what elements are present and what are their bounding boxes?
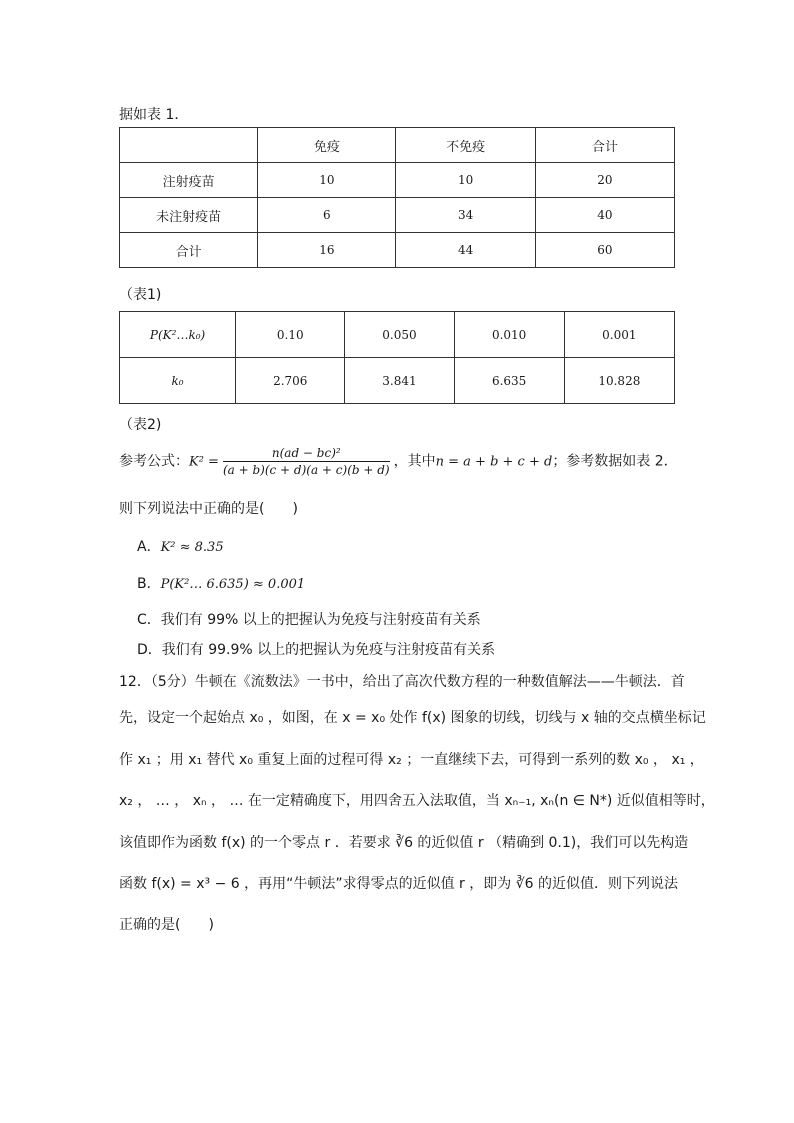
table-1-cell: 6 [258,198,396,233]
table-2-caption: （表2) [119,417,162,433]
table-1-cell: 注射疫苗 [120,163,258,198]
formula-denominator: (a + b)(c + d)(a + c)(b + d) [222,463,390,477]
option-a-label: A． [137,539,161,555]
formula-fraction [223,446,390,477]
question-12-line-4: x₂ ， … ， xₙ ， … 在一定精确度下，用四舍五入法取值，当 xₙ₋₁, xₙ(n ∈ N*) 近似值相等时， [119,793,715,809]
table-1-row [120,163,675,198]
formula-prefix: 参考公式： [119,453,189,470]
table-2-cell: 3.841 [345,358,454,404]
question-12-line-3: 作 x₁ ；用 x₁ 替代 x₀ 重复上面的过程可得 x₂ ；一直继续下去，可得到一系列的数 x₀ ， x₁ ， [119,752,704,768]
question-12-line-2: 先，设定一个起始点 x₀ ，如图，在 x = x₀ 处作 f(x) 图象的切线，切线与 x 轴的交点横坐标记 [119,710,706,726]
formula-lhs: K² = [189,454,219,470]
table-1-cell: 40 [535,198,674,233]
table-2-cell: 0.001 [564,312,674,358]
question-12-line-6: 函数 f(x) = x³ − 6 ，再用“牛顿法”求得零点的近似值 r ，即为 ∛6 的近似值．则下列说法 [119,876,678,892]
formula-suffix: ；参考数据如表 2． [552,453,678,470]
table-1-cell: 10 [258,163,396,198]
option-b [137,573,305,593]
question-12-line-5: 该值即作为函数 f(x) 的一个零点 r ．若要求 ∛6 的近似值 r （精确到 0.1)，我们可以先构造 [119,835,689,851]
table-1-cell: 20 [535,163,674,198]
table-1-header-cell: 不免疫 [396,128,535,163]
table-2-row-label: k₀ [120,358,236,404]
option-c: C．我们有 99% 以上的把握认为免疫与注射疫苗有关系 [137,612,481,628]
table-1-header-cell: 免疫 [258,128,396,163]
table-2-cell: 0.050 [345,312,454,358]
table-2-cell: 0.010 [454,312,564,358]
table-1-row [120,233,675,268]
table-1-header-cell [120,128,258,163]
table-1-header-cell: 合计 [535,128,674,163]
table-2-cell: 2.706 [236,358,345,404]
table-1-header-row [120,128,675,163]
table-1-row [120,198,675,233]
option-d: D．我们有 99.9% 以上的把握认为免疫与注射疫苗有关系 [137,642,496,658]
table-2-cell: 10.828 [564,358,674,404]
formula-numerator: n(ad − bc)² [223,446,390,462]
question-11-stem: 则下列说法中正确的是( ) [119,501,298,517]
table-2-row-label: P(K²…k₀) [120,312,236,358]
table-1-cell: 34 [396,198,535,233]
question-12-line-7: 正确的是( ) [119,917,214,933]
formula-n-definition: n = a + b + c + d [435,454,553,470]
intro-line: 据如表 1． [119,107,189,123]
table-1-cell: 16 [258,233,396,268]
formula-line [119,446,678,477]
question-12-line-1: 12．（5分）牛顿在《流数法》一书中，给出了高次代数方程的一种数值解法——牛顿法．首 [119,674,685,690]
table-1-cell: 60 [535,233,674,268]
table-2-cell: 0.10 [236,312,345,358]
table-1 [119,127,675,268]
table-1-cell: 44 [396,233,535,268]
table-1-caption: （表1) [119,287,162,303]
option-a-math: K² ≈ 8.35 [160,540,224,555]
table-2-row-k0 [120,358,675,404]
table-2 [119,311,675,404]
option-a [137,536,224,556]
table-1-cell: 合计 [120,233,258,268]
option-b-label: B． [137,576,161,592]
table-1-cell: 未注射疫苗 [120,198,258,233]
option-b-math: P(K²… 6.635) ≈ 0.001 [160,577,306,592]
formula-middle: ，其中 [393,453,436,470]
table-2-row-probability [120,312,675,358]
table-2-cell: 6.635 [454,358,564,404]
table-1-cell: 10 [396,163,535,198]
